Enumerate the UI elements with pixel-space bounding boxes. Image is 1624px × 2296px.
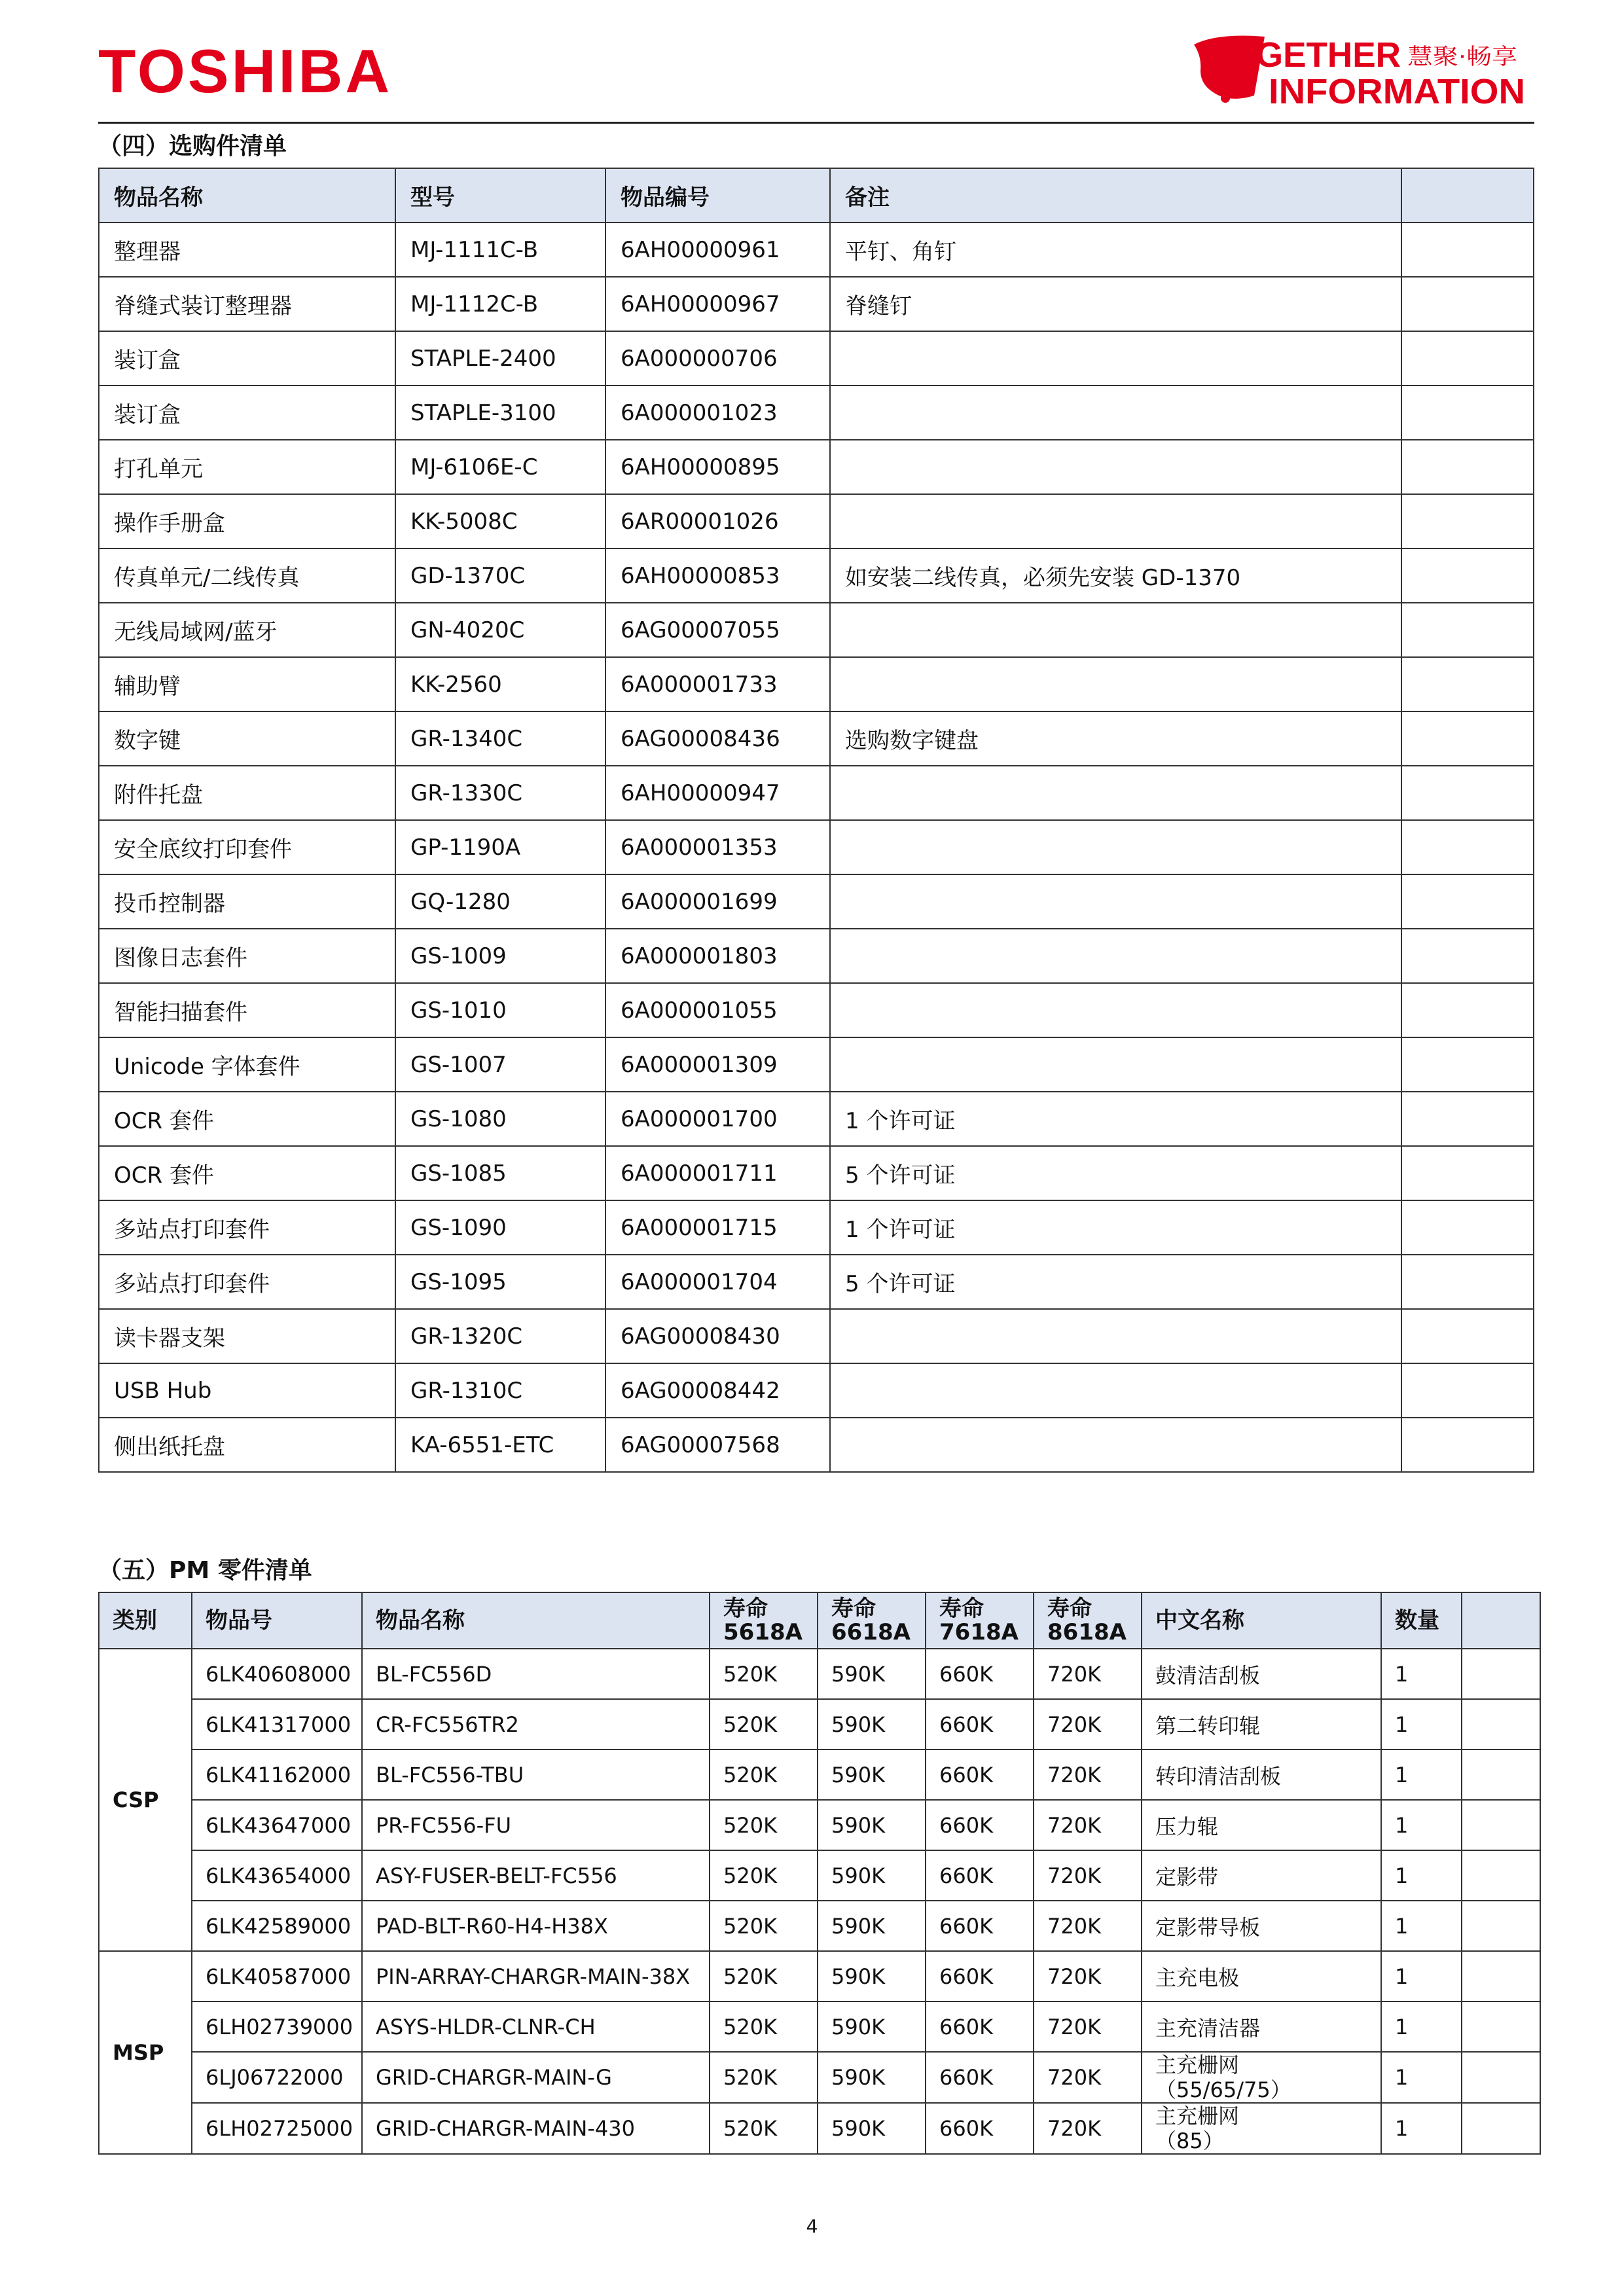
table-row: [99, 1749, 1540, 1800]
cell-blank: [1401, 1200, 1534, 1255]
cell-remarks: [830, 1363, 1401, 1418]
cell-item-name: OCR 套件: [99, 1092, 395, 1146]
cell-life-5618a: 520K: [710, 1800, 818, 1850]
cell-part-name: BL-FC556D: [362, 1649, 710, 1699]
cell-item-name: 投币控制器: [99, 874, 395, 929]
cell-life-5618a: 520K: [710, 2103, 818, 2154]
header-life-5618a: 寿命 5618A: [710, 1592, 818, 1649]
cell-blank: [1401, 1146, 1534, 1200]
cell-part-no: 6LJ06722000: [192, 2052, 362, 2103]
cell-part-number: 6AH00000967: [605, 277, 830, 331]
header-rule: [98, 122, 1534, 124]
cell-remarks: 1 个许可证: [830, 1200, 1401, 1255]
cell-quantity: 1: [1381, 1901, 1462, 1951]
cell-item-name: 无线局域网/蓝牙: [99, 603, 395, 657]
cell-life-5618a: 520K: [710, 1850, 818, 1901]
cell-remarks: [830, 929, 1401, 983]
cell-life-8618a: 720K: [1034, 1800, 1142, 1850]
cell-life-7618a: 660K: [926, 1649, 1034, 1699]
cell-part-number: 6A000001803: [605, 929, 830, 983]
cell-item-name: 数字键: [99, 711, 395, 766]
table-row: [99, 1699, 1540, 1749]
table-row: [99, 331, 1534, 386]
cell-item-name: 传真单元/二线传真: [99, 548, 395, 603]
cell-life-7618a: 660K: [926, 1699, 1034, 1749]
header-part-number: 物品编号: [605, 168, 830, 223]
cell-quantity: 1: [1381, 1699, 1462, 1749]
cell-blank: [1401, 386, 1534, 440]
header-remarks: 备注: [830, 168, 1401, 223]
cell-part-number: 6AH00000853: [605, 548, 830, 603]
cell-part-no: 6LK40587000: [192, 1951, 362, 2001]
section5-title: （五）PM 零件清单: [98, 1557, 312, 1584]
cell-blank: [1462, 2052, 1540, 2103]
table-row: [99, 766, 1534, 820]
cell-item-name: 辅助臂: [99, 657, 395, 711]
cell-life-6618a: 590K: [818, 2103, 926, 2154]
cell-item-name: 附件托盘: [99, 766, 395, 820]
cell-item-name: 整理器: [99, 223, 395, 277]
cell-life-5618a: 520K: [710, 1649, 818, 1699]
cell-blank: [1462, 1649, 1540, 1699]
cell-model: GS-1009: [395, 929, 605, 983]
cell-part-name: ASYS-HLDR-CLNR-CH: [362, 2001, 710, 2052]
cell-cn-name: 压力辊: [1142, 1800, 1381, 1850]
cell-part-no: 6LK43654000: [192, 1850, 362, 1901]
cell-life-5618a: 520K: [710, 1901, 818, 1951]
cell-life-5618a: 520K: [710, 2001, 818, 2052]
cell-life-7618a: 660K: [926, 1749, 1034, 1800]
page-number: 4: [806, 2215, 818, 2237]
slogan-line1: TOGETHER: [1208, 35, 1401, 75]
cell-part-name: CR-FC556TR2: [362, 1699, 710, 1749]
table-row: [99, 657, 1534, 711]
table-row: [99, 1255, 1534, 1309]
cell-model: GR-1330C: [395, 766, 605, 820]
table-row: [99, 603, 1534, 657]
cell-life-5618a: 520K: [710, 1749, 818, 1800]
cell-part-no: 6LK42589000: [192, 1901, 362, 1951]
cell-item-name: 图像日志套件: [99, 929, 395, 983]
pm-header-row: [99, 1592, 1540, 1649]
slogan-cn: 慧聚·畅享: [1407, 44, 1517, 70]
table-row: [99, 1649, 1540, 1699]
cell-remarks: 5 个许可证: [830, 1255, 1401, 1309]
cell-cn-name: 定影带导板: [1142, 1901, 1381, 1951]
cell-model: GS-1095: [395, 1255, 605, 1309]
cell-blank: [1462, 1699, 1540, 1749]
table-row: [99, 2103, 1540, 2154]
cell-blank: [1462, 1951, 1540, 2001]
cell-quantity: 1: [1381, 1649, 1462, 1699]
table-row: [99, 1309, 1534, 1363]
header-quantity: 数量: [1381, 1592, 1462, 1649]
table-row: [99, 2052, 1540, 2103]
table-row: [99, 1092, 1534, 1146]
cell-model: GR-1320C: [395, 1309, 605, 1363]
cell-life-7618a: 660K: [926, 2103, 1034, 2154]
cell-blank: [1401, 983, 1534, 1037]
logo-dot: [1221, 94, 1230, 103]
cell-part-name: PR-FC556-FU: [362, 1800, 710, 1850]
cell-model: GR-1310C: [395, 1363, 605, 1418]
header-life-6618a: 寿命 6618A: [818, 1592, 926, 1649]
header-cn-name: 中文名称: [1142, 1592, 1381, 1649]
cell-model: GQ-1280: [395, 874, 605, 929]
header-blank: [1401, 168, 1534, 223]
cell-cn-name: 主充清洁器: [1142, 2001, 1381, 2052]
cell-item-name: 侧出纸托盘: [99, 1418, 395, 1472]
cell-category: CSP: [99, 1649, 192, 1951]
cell-life-6618a: 590K: [818, 2052, 926, 2103]
pm-parts-table: [98, 1592, 1541, 2155]
cell-cn-name: 主充电极: [1142, 1951, 1381, 2001]
cell-blank: [1401, 929, 1534, 983]
header-model: 型号: [395, 168, 605, 223]
cell-life-7618a: 660K: [926, 2001, 1034, 2052]
cell-blank: [1401, 1037, 1534, 1092]
cell-remarks: [830, 874, 1401, 929]
table-row: [99, 548, 1534, 603]
cell-life-8618a: 720K: [1034, 1749, 1142, 1800]
cell-quantity: 1: [1381, 1850, 1462, 1901]
cell-remarks: 平钉、角钉: [830, 223, 1401, 277]
cell-model: MJ-1111C-B: [395, 223, 605, 277]
cell-item-name: 脊缝式装订整理器: [99, 277, 395, 331]
cell-model: MJ-1112C-B: [395, 277, 605, 331]
header-part-no: 物品号: [192, 1592, 362, 1649]
cell-item-name: 多站点打印套件: [99, 1200, 395, 1255]
cell-cn-name: 第二转印辊: [1142, 1699, 1381, 1749]
table-row: [99, 2001, 1540, 2052]
options-table: [98, 168, 1534, 1473]
cell-life-8618a: 720K: [1034, 1699, 1142, 1749]
table-row: [99, 1363, 1534, 1418]
cell-item-name: 打孔单元: [99, 440, 395, 494]
cell-cn-name: 定影带: [1142, 1850, 1381, 1901]
cell-remarks: [830, 657, 1401, 711]
cell-life-6618a: 590K: [818, 1699, 926, 1749]
cell-part-number: 6AG00007568: [605, 1418, 830, 1472]
cell-remarks: 脊缝钉: [830, 277, 1401, 331]
cell-life-7618a: 660K: [926, 1901, 1034, 1951]
cell-item-name: OCR 套件: [99, 1146, 395, 1200]
cell-item-name: USB Hub: [99, 1363, 395, 1418]
cell-blank: [1462, 2001, 1540, 2052]
cell-remarks: [830, 603, 1401, 657]
table-row: [99, 494, 1534, 548]
cell-part-number: 6A000001711: [605, 1146, 830, 1200]
cell-model: MJ-6106E-C: [395, 440, 605, 494]
cell-part-name: GRID-CHARGR-MAIN-430: [362, 2103, 710, 2154]
cell-blank: [1401, 657, 1534, 711]
table-row: [99, 1800, 1540, 1850]
cell-remarks: 如安装二线传真，必须先安装 GD-1370: [830, 548, 1401, 603]
cell-life-8618a: 720K: [1034, 1649, 1142, 1699]
cell-model: GR-1340C: [395, 711, 605, 766]
cell-part-name: BL-FC556-TBU: [362, 1749, 710, 1800]
table-row: [99, 1850, 1540, 1901]
slogan-line2: INFORMATION: [1269, 72, 1525, 111]
cell-life-7618a: 660K: [926, 1800, 1034, 1850]
cell-blank: [1401, 1255, 1534, 1309]
cell-cn-name: 转印清洁刮板: [1142, 1749, 1381, 1800]
table-row: [99, 440, 1534, 494]
cell-remarks: 选购数字键盘: [830, 711, 1401, 766]
table-row: [99, 223, 1534, 277]
cell-remarks: [830, 1037, 1401, 1092]
cell-blank: [1401, 331, 1534, 386]
cell-remarks: [830, 1418, 1401, 1472]
cell-blank: [1401, 820, 1534, 874]
cell-part-number: 6AG00008430: [605, 1309, 830, 1363]
cell-blank: [1462, 1749, 1540, 1800]
header-blank: [1462, 1592, 1540, 1649]
cell-life-7618a: 660K: [926, 1850, 1034, 1901]
toshiba-logo: TOSHIBA: [98, 37, 393, 105]
cell-blank: [1462, 2103, 1540, 2154]
cell-cn-name: 鼓清洁刮板: [1142, 1649, 1381, 1699]
cell-part-number: 6A000001353: [605, 820, 830, 874]
cell-part-number: 6AG00008442: [605, 1363, 830, 1418]
cell-remarks: [830, 386, 1401, 440]
cell-blank: [1401, 766, 1534, 820]
cell-part-name: ASY-FUSER-BELT-FC556: [362, 1850, 710, 1901]
cell-quantity: 1: [1381, 2103, 1462, 2154]
cell-part-no: 6LK43647000: [192, 1800, 362, 1850]
cell-item-name: 智能扫描套件: [99, 983, 395, 1037]
cell-quantity: 1: [1381, 1951, 1462, 2001]
cell-part-number: 6A000001715: [605, 1200, 830, 1255]
cell-blank: [1401, 277, 1534, 331]
cell-cn-name: 主充栅网 （55/65/75）: [1142, 2052, 1381, 2103]
cell-life-7618a: 660K: [926, 2052, 1034, 2103]
table-row: [99, 1146, 1534, 1200]
cell-part-number: 6A000001700: [605, 1092, 830, 1146]
cell-remarks: [830, 820, 1401, 874]
table-row: [99, 929, 1534, 983]
cell-life-8618a: 720K: [1034, 1951, 1142, 2001]
cell-blank: [1401, 440, 1534, 494]
cell-life-6618a: 590K: [818, 2001, 926, 2052]
cell-life-5618a: 520K: [710, 2052, 818, 2103]
cell-part-number: 6AG00007055: [605, 603, 830, 657]
cell-item-name: 操作手册盒: [99, 494, 395, 548]
cell-part-number: 6A000000706: [605, 331, 830, 386]
cell-model: GN-4020C: [395, 603, 605, 657]
cell-life-5618a: 520K: [710, 1951, 818, 2001]
cell-model: GS-1085: [395, 1146, 605, 1200]
cell-life-6618a: 590K: [818, 1901, 926, 1951]
cell-remarks: [830, 440, 1401, 494]
cell-blank: [1401, 711, 1534, 766]
header-life-7618a: 寿命 7618A: [926, 1592, 1034, 1649]
cell-model: KK-2560: [395, 657, 605, 711]
cell-life-7618a: 660K: [926, 1951, 1034, 2001]
cell-blank: [1462, 1901, 1540, 1951]
cell-model: GD-1370C: [395, 548, 605, 603]
cell-remarks: [830, 1309, 1401, 1363]
cell-model: GS-1080: [395, 1092, 605, 1146]
cell-life-8618a: 720K: [1034, 1901, 1142, 1951]
cell-life-6618a: 590K: [818, 1749, 926, 1800]
table-row: [99, 1200, 1534, 1255]
table-row: [99, 820, 1534, 874]
cell-part-number: 6A000001055: [605, 983, 830, 1037]
cell-item-name: 多站点打印套件: [99, 1255, 395, 1309]
table-row: [99, 1037, 1534, 1092]
cell-blank: [1401, 603, 1534, 657]
table-row: [99, 386, 1534, 440]
cell-model: STAPLE-3100: [395, 386, 605, 440]
table-row: [99, 1418, 1534, 1472]
cell-life-6618a: 590K: [818, 1850, 926, 1901]
cell-quantity: 1: [1381, 1749, 1462, 1800]
cell-blank: [1401, 1092, 1534, 1146]
cell-life-8618a: 720K: [1034, 2001, 1142, 2052]
cell-model: KA-6551-ETC: [395, 1418, 605, 1472]
cell-model: GS-1010: [395, 983, 605, 1037]
cell-quantity: 1: [1381, 2052, 1462, 2103]
cell-part-number: 6A000001704: [605, 1255, 830, 1309]
cell-life-6618a: 590K: [818, 1951, 926, 2001]
cell-category: MSP: [99, 1951, 192, 2154]
table-row: [99, 874, 1534, 929]
cell-quantity: 1: [1381, 2001, 1462, 2052]
cell-life-8618a: 720K: [1034, 2052, 1142, 2103]
cell-blank: [1401, 874, 1534, 929]
table-row: [99, 1901, 1540, 1951]
header-life-8618a: 寿命 8618A: [1034, 1592, 1142, 1649]
header-part-name: 物品名称: [362, 1592, 710, 1649]
cell-remarks: 5 个许可证: [830, 1146, 1401, 1200]
cell-cn-name: 主充栅网 （85）: [1142, 2103, 1381, 2154]
cell-model: GS-1090: [395, 1200, 605, 1255]
cell-model: GP-1190A: [395, 820, 605, 874]
cell-model: KK-5008C: [395, 494, 605, 548]
cell-part-no: 6LH02739000: [192, 2001, 362, 2052]
table-row: [99, 277, 1534, 331]
cell-item-name: 安全底纹打印套件: [99, 820, 395, 874]
cell-part-number: 6AR00001026: [605, 494, 830, 548]
cell-part-name: PAD-BLT-R60-H4-H38X: [362, 1901, 710, 1951]
cell-part-number: 6AH00000961: [605, 223, 830, 277]
cell-part-no: 6LK41317000: [192, 1699, 362, 1749]
cell-part-number: 6AH00000947: [605, 766, 830, 820]
cell-blank: [1401, 494, 1534, 548]
cell-part-name: PIN-ARRAY-CHARGR-MAIN-38X: [362, 1951, 710, 2001]
cell-quantity: 1: [1381, 1800, 1462, 1850]
table-row: [99, 711, 1534, 766]
together-information-logo: [1191, 27, 1532, 113]
cell-part-no: 6LK41162000: [192, 1749, 362, 1800]
cell-remarks: [830, 766, 1401, 820]
section4-title: （四）选购件清单: [98, 133, 287, 160]
cell-part-number: 6AG00008436: [605, 711, 830, 766]
cell-remarks: [830, 983, 1401, 1037]
cell-blank: [1462, 1850, 1540, 1901]
cell-item-name: 装订盒: [99, 386, 395, 440]
cell-part-number: 6A000001699: [605, 874, 830, 929]
cell-item-name: 读卡器支架: [99, 1309, 395, 1363]
cell-model: GS-1007: [395, 1037, 605, 1092]
cell-part-number: 6A000001309: [605, 1037, 830, 1092]
table-row: [99, 983, 1534, 1037]
cell-part-number: 6A000001733: [605, 657, 830, 711]
cell-item-name: 装订盒: [99, 331, 395, 386]
header-category: 类别: [99, 1592, 192, 1649]
cell-blank: [1401, 548, 1534, 603]
cell-model: STAPLE-2400: [395, 331, 605, 386]
cell-part-no: 6LH02725000: [192, 2103, 362, 2154]
cell-life-6618a: 590K: [818, 1649, 926, 1699]
header-item-name: 物品名称: [99, 168, 395, 223]
cell-remarks: [830, 331, 1401, 386]
cell-part-name: GRID-CHARGR-MAIN-G: [362, 2052, 710, 2103]
cell-blank: [1401, 1418, 1534, 1472]
cell-part-number: 6A000001023: [605, 386, 830, 440]
cell-blank: [1401, 1363, 1534, 1418]
cell-life-5618a: 520K: [710, 1699, 818, 1749]
cell-blank: [1401, 223, 1534, 277]
cell-part-number: 6AH00000895: [605, 440, 830, 494]
options-header-row: [99, 168, 1534, 223]
cell-part-no: 6LK40608000: [192, 1649, 362, 1699]
table-row: [99, 1951, 1540, 2001]
cell-remarks: 1 个许可证: [830, 1092, 1401, 1146]
cell-item-name: Unicode 字体套件: [99, 1037, 395, 1092]
cell-life-8618a: 720K: [1034, 2103, 1142, 2154]
cell-life-8618a: 720K: [1034, 1850, 1142, 1901]
cell-blank: [1401, 1309, 1534, 1363]
cell-blank: [1462, 1800, 1540, 1850]
cell-remarks: [830, 494, 1401, 548]
cell-life-6618a: 590K: [818, 1800, 926, 1850]
